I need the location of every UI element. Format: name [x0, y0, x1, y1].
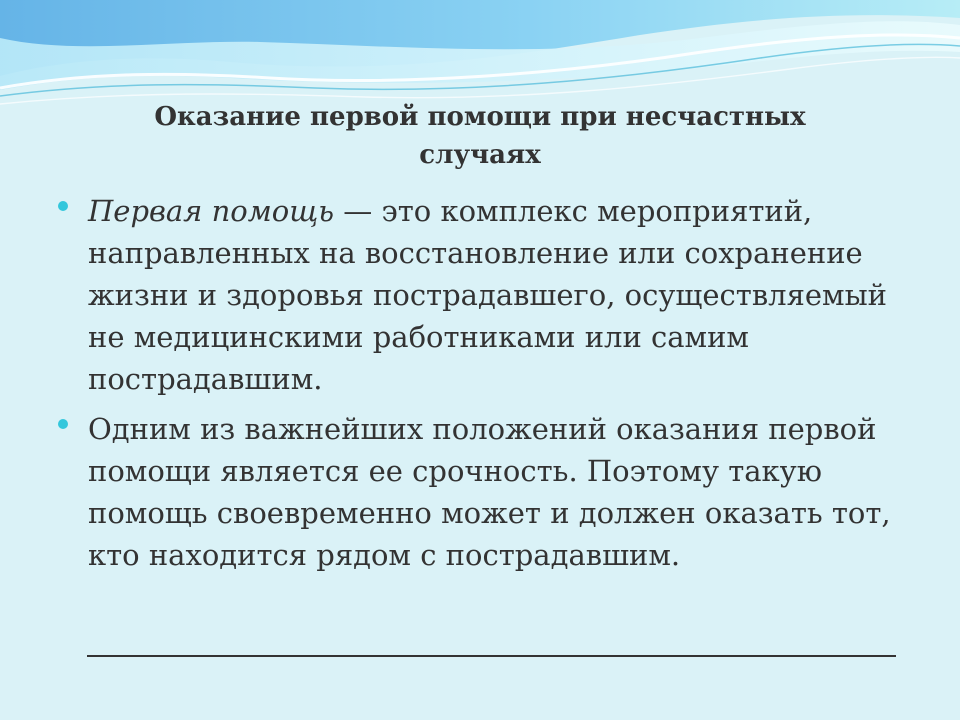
bullet-marker-icon: [58, 201, 68, 211]
bullet-text: [88, 408, 908, 576]
bullet-item-first-aid-definition: [58, 190, 908, 400]
bullet-body: Одним из важнейших положений оказания первой помощи является ее срочность. Поэтому такую помощь своевременно может и должен оказать тот, кто находится рядом с пострадавшим.: [88, 412, 891, 572]
emphasized-term: Первая помощь: [88, 194, 335, 228]
footer-divider: [87, 655, 896, 657]
decorative-wave-header: [0, 0, 960, 110]
slide-title: Оказание первой помощи при несчастных случаях: [154, 102, 806, 170]
bullet-body: — это комплекс мероприятий, направленных на восстановление или сохранение жизни и здоровья пострадавшего, осуществляемый не медицинскими работниками или самим пострадавшим.: [88, 194, 887, 396]
bullet-marker-icon: [58, 419, 68, 429]
bullet-list: [58, 190, 908, 584]
bullet-text: [88, 190, 908, 400]
bullet-item-first-aid-urgency: [58, 408, 908, 576]
